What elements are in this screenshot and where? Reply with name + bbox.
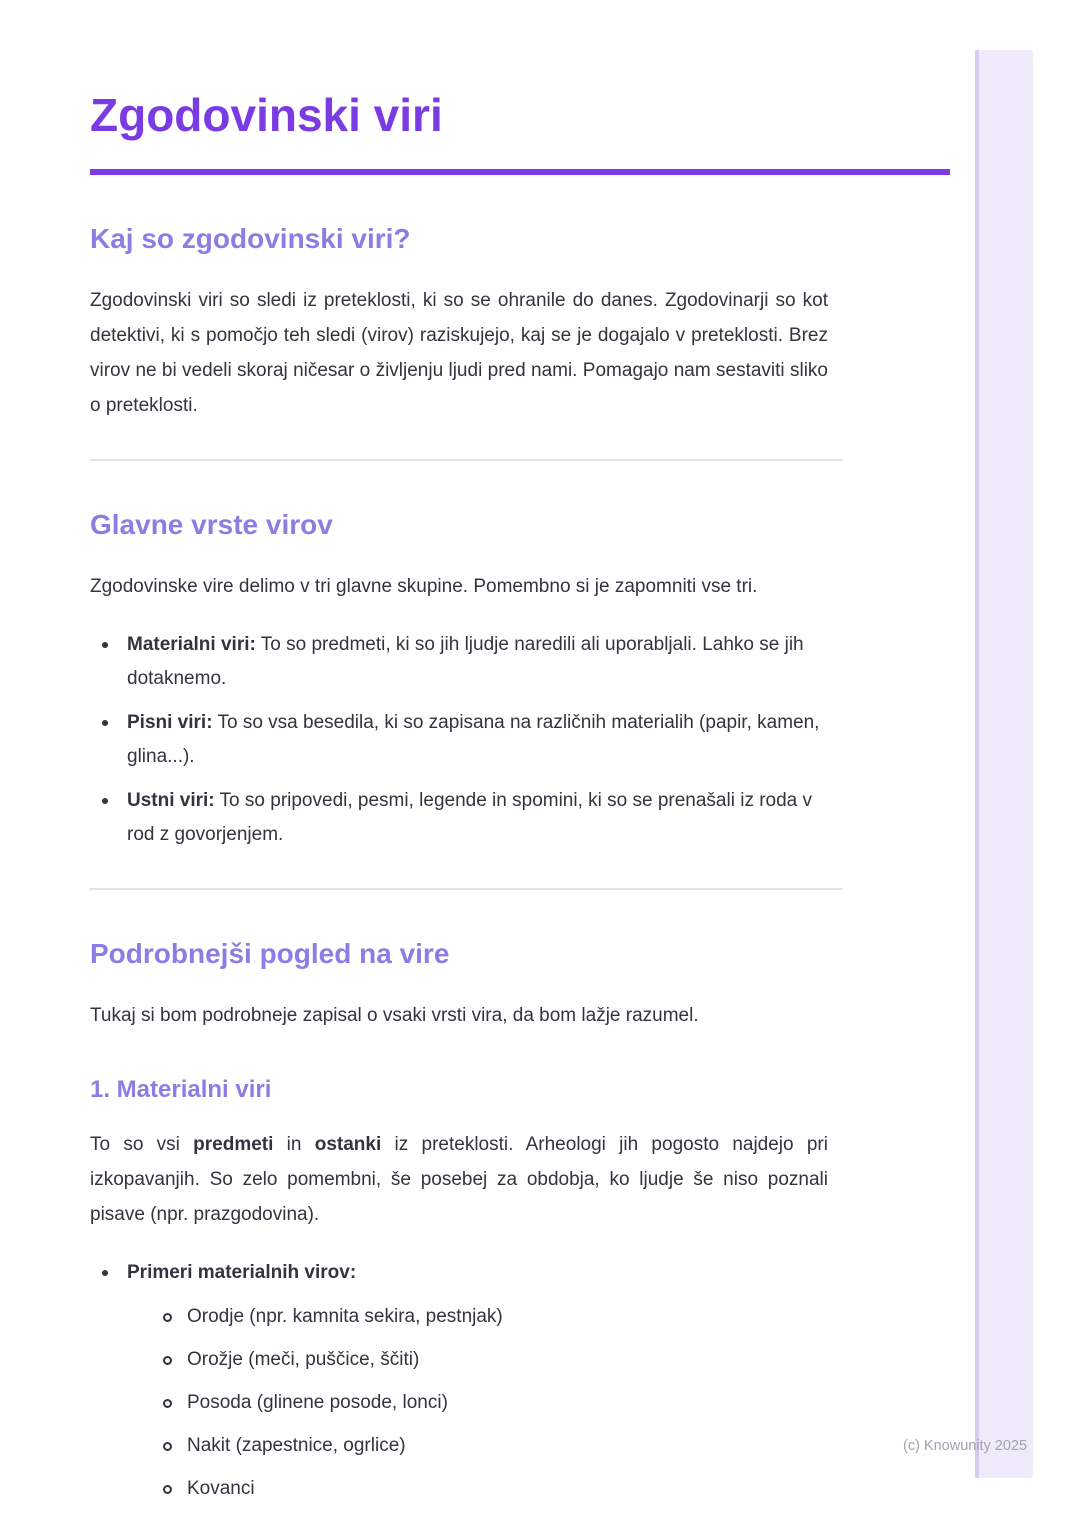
subsection-paragraph: To so vsi predmeti in ostanki iz preteklosti. Arheologi jih pogosto najdejo pri izkopavanjih. So zelo pomembni, še posebej za obdobja, ko ljudje še niso poznali pisave (npr. prazgodovina). — [90, 1134, 828, 1226]
sub-list-item — [163, 1300, 827, 1334]
bullet-dot-icon — [102, 720, 108, 726]
page-title: Zgodovinski viri — [90, 89, 443, 141]
side-accent-strip — [975, 50, 1033, 1478]
sub-list-item — [163, 1386, 827, 1420]
bold-term: predmeti — [193, 1134, 274, 1156]
list-item-text: Pisni viri: To so vsa besedila, ki so zapisana na različnih materialih (papir, kamen, glina...). — [127, 712, 820, 768]
section-heading-kaj-so-zgodovinski-viri: Kaj so zgodovinski viri? — [90, 223, 411, 255]
list-item — [90, 628, 828, 696]
bullet-circle-icon — [163, 1485, 172, 1494]
examples-list-wrapper — [90, 1256, 828, 1515]
list-item-label: Ustni viri: — [127, 790, 215, 812]
list-item — [90, 784, 828, 852]
sub-list-item-text: Posoda (glinene posode, lonci) — [187, 1392, 448, 1414]
sub-list-item — [163, 1472, 827, 1506]
bullet-circle-icon — [163, 1356, 172, 1365]
bullet-dot-icon — [102, 798, 108, 804]
bullet-circle-icon — [163, 1399, 172, 1408]
section-divider — [90, 888, 843, 890]
list-item-label: Materialni viri: — [127, 634, 256, 656]
sub-list-item — [163, 1343, 827, 1377]
section-heading-podrobnejsi-pogled: Podrobnejši pogled na vire — [90, 938, 450, 970]
bullet-circle-icon — [163, 1442, 172, 1451]
section-paragraph: Zgodovinski viri so sledi iz preteklosti, ki so se ohranile do danes. Zgodovinarji so kot detektivi, ki s pomočjo teh sledi (virov) raziskujejo, kaj se je dogajalo v preteklosti. Brez virov ne bi vedeli skoraj ničesar o življenju ljudi pred nami. Pomagajo nam sestaviti sliko o preteklosti. — [90, 290, 828, 417]
examples-label: Primeri materialnih virov: — [127, 1262, 357, 1284]
source-types-list — [90, 628, 828, 852]
list-item-text: Ustni viri: To so pripovedi, pesmi, legende in spomini, ki so se prenašali iz roda v rod z govorjenjem. — [127, 790, 813, 846]
bold-term: ostanki — [314, 1134, 382, 1156]
section-intro: Tukaj si bom podrobneje zapisal o vsaki vrsti vira, da bom lažje razumel. — [90, 1005, 699, 1027]
list-item-text: Materialni viri: To so predmeti, ki so jih ljudje naredili ali uporabljali. Lahko se jih dotaknemo. — [127, 634, 804, 690]
copyright-watermark: (c) Knowunity 2025 — [903, 1438, 1028, 1454]
section-heading-glavne-vrste-virov: Glavne vrste virov — [90, 509, 333, 541]
examples-sub-list — [127, 1300, 827, 1506]
section-divider — [90, 459, 843, 461]
list-item — [90, 706, 828, 774]
bullet-circle-icon — [163, 1313, 172, 1322]
list-item-label: Pisni viri: — [127, 712, 213, 734]
bullet-dot-icon — [102, 1270, 108, 1276]
list-item-text — [127, 1256, 828, 1515]
title-underline — [90, 169, 950, 175]
bullet-dot-icon — [102, 642, 108, 648]
sub-list-item — [163, 1429, 827, 1463]
list-item — [90, 1256, 828, 1515]
sub-list-item-text: Orožje (meči, puščice, ščiti) — [187, 1349, 420, 1371]
subsection-heading-materialni-viri: 1. Materialni viri — [90, 1076, 272, 1104]
section-intro: Zgodovinske vire delimo v tri glavne skupine. Pomembno si je zapomniti vse tri. — [90, 576, 758, 598]
sub-list-item-text: Nakit (zapestnice, ogrlice) — [187, 1435, 406, 1457]
sub-list-item-text: Orodje (npr. kamnita sekira, pestnjak) — [187, 1306, 503, 1328]
sub-list-item-text: Kovanci — [187, 1478, 255, 1500]
